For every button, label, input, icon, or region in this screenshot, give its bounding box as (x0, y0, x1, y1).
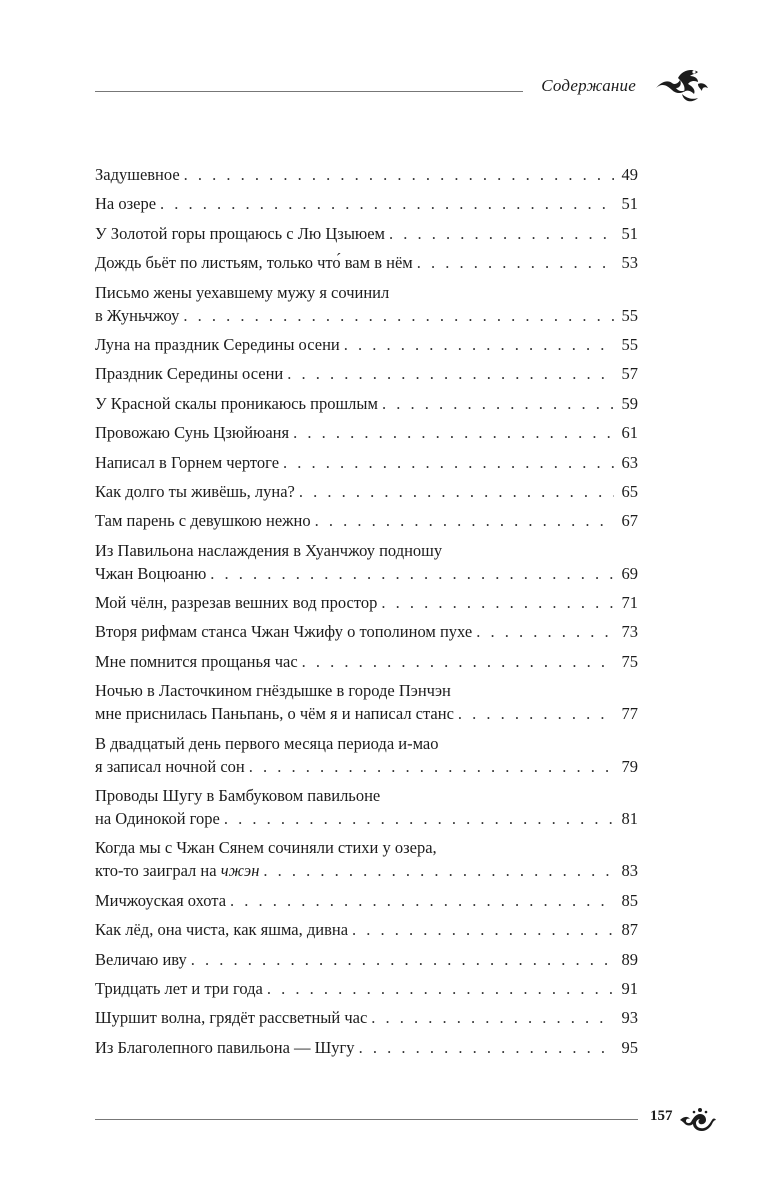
toc-page-number: 87 (621, 920, 638, 940)
toc-entry[interactable] (95, 1036, 638, 1059)
toc-entry-row (95, 859, 638, 882)
toc-dot-leader (299, 480, 614, 503)
toc-page-number: 59 (621, 393, 638, 413)
toc-dot-leader (249, 755, 614, 778)
toc-entry-row (95, 421, 638, 444)
toc-dot-leader (315, 509, 614, 532)
header-rule (95, 91, 523, 92)
toc-entry-title-text: Праздник Середины осени (95, 364, 284, 384)
toc-entry-row (95, 304, 638, 327)
toc-page-number: 53 (621, 253, 638, 273)
toc-entry-title-text: Чжан Воцюаню (95, 563, 207, 583)
toc-entry-title-text: Как лёд, она чиста, как яшма, дивна (95, 920, 349, 940)
toc-entry-title-line: Из Павильона наслаждения в Хуанчжоу подношу (95, 540, 443, 560)
toc-entry-title-text: У Золотой горы прощаюсь с Лю Цзыюем (95, 223, 385, 243)
toc-entry-row (95, 509, 638, 532)
toc-page-number: 69 (621, 563, 638, 583)
toc-entry-row (95, 333, 638, 356)
running-header (0, 60, 768, 120)
toc-entry-title (95, 562, 206, 585)
toc-page-number: 57 (621, 364, 638, 384)
toc-entry-row (95, 620, 638, 643)
toc-entry-title-text: Мне помнится прощанья час (95, 651, 298, 671)
toc-entry-title (95, 509, 311, 532)
toc-entry-title (95, 650, 298, 673)
toc-dot-leader (302, 650, 614, 673)
toc-entry-row (95, 889, 638, 912)
toc-entry-title-text: Мой чёлн, разрезав вешних вод простор (95, 593, 378, 613)
toc-entry-title (95, 755, 245, 778)
toc-entry-row (95, 163, 638, 186)
toc-dot-leader (283, 451, 614, 474)
toc-entry[interactable] (95, 392, 638, 415)
toc-entry-title-text: Провожаю Сунь Цзюйюаня (95, 423, 290, 443)
toc-entry-title-line: Ночью в Ласточкином гнёздышке в городе Пэнчэн (95, 681, 451, 701)
toc-entry-row (95, 1006, 638, 1029)
toc-entry-title (95, 222, 385, 245)
toc-entry-title-text: Как долго ты живёшь, луна? (95, 481, 295, 501)
toc-entry-row (95, 251, 638, 274)
toc-dot-leader (263, 859, 614, 882)
toc-page-number: 77 (621, 704, 638, 724)
toc-entry-title (95, 807, 220, 830)
toc-entry[interactable] (95, 732, 638, 778)
toc-dot-leader (287, 362, 614, 385)
toc-entry[interactable] (95, 192, 638, 215)
toc-entry-title (95, 1036, 355, 1059)
toc-dot-leader (371, 1006, 614, 1029)
toc-entry[interactable] (95, 977, 638, 1000)
toc-entry[interactable] (95, 1006, 638, 1029)
toc-entry[interactable] (95, 421, 638, 444)
toc-page-number: 55 (621, 334, 638, 354)
toc-entry-title (95, 977, 263, 1000)
toc-entry-title (95, 918, 348, 941)
toc-entry[interactable] (95, 948, 638, 971)
toc-entry[interactable] (95, 836, 638, 882)
toc-entry-title-text: Луна на праздник Середины осени (95, 334, 340, 354)
toc-entry-title (95, 251, 413, 274)
toc-entry-row (95, 650, 638, 673)
toc-entry-row (95, 1036, 638, 1059)
toc-entry-row (95, 562, 638, 585)
toc-entry[interactable] (95, 163, 638, 186)
toc-dot-leader (352, 918, 614, 941)
toc-entry-title-text: в Жуньчжоу (95, 305, 180, 325)
toc-dot-leader (344, 333, 614, 356)
toc-entry-row (95, 222, 638, 245)
toc-entry-title-text: Дождь бьёт по листьям, только что́ вам в нём (95, 253, 413, 273)
toc-page-number: 75 (621, 651, 638, 671)
toc-entry-title-italic: чжэн (220, 861, 260, 881)
toc-entry-title (95, 421, 289, 444)
toc-page-number: 91 (621, 978, 638, 998)
toc-entry-title (95, 620, 472, 643)
toc-entry-title-text: Вторя рифмам станса Чжан Чжифу о тополином пухе (95, 622, 473, 642)
toc-entry-row (95, 807, 638, 830)
toc-entry[interactable] (95, 509, 638, 532)
running-footer (0, 1098, 768, 1138)
toc-entry-title-line: Письмо жены уехавшему мужу я сочинил (95, 282, 390, 302)
toc-dot-leader (183, 304, 614, 327)
toc-entry-row (95, 451, 638, 474)
toc-entry-title (95, 480, 295, 503)
toc-page-number: 49 (621, 165, 638, 184)
dragon-ornament-icon (652, 64, 712, 104)
toc-page-number: 89 (621, 949, 638, 969)
toc-dot-leader (184, 163, 614, 186)
toc-entry-row (95, 192, 638, 215)
toc-entry[interactable] (95, 362, 638, 385)
toc-entry-title (95, 948, 187, 971)
toc-page-number: 63 (621, 452, 638, 472)
toc-entry[interactable] (95, 889, 638, 912)
toc-dot-leader (160, 192, 614, 215)
toc-entry[interactable] (95, 451, 638, 474)
toc-entry[interactable] (95, 679, 638, 725)
toc-entry-row (95, 362, 638, 385)
toc-entry-title-line: Когда мы с Чжан Сянем сочиняли стихи у озера, (95, 838, 437, 858)
toc-entry-row (95, 702, 638, 725)
toc-entry-title-text: На озере (95, 194, 157, 214)
toc-dot-leader (267, 977, 614, 1000)
toc-entry-title-line: Проводы Шугу в Бамбуковом павильоне (95, 786, 381, 806)
footer-rule (95, 1119, 638, 1120)
toc-page-number: 93 (621, 1008, 638, 1028)
toc-entry-title-text: на Одинокой горе (95, 809, 220, 829)
toc-entry-title (95, 333, 340, 356)
toc-entry[interactable] (95, 251, 638, 274)
toc-page-number: 67 (621, 511, 638, 531)
toc-dot-leader (293, 421, 614, 444)
toc-entry-row (95, 918, 638, 941)
toc-page-number: 79 (621, 756, 638, 776)
toc-entry[interactable] (95, 333, 638, 356)
toc-entry[interactable] (95, 591, 638, 614)
toc-entry-title (95, 591, 377, 614)
toc-dot-leader (458, 702, 614, 725)
toc-entry[interactable] (95, 918, 638, 941)
toc-page-number: 95 (621, 1037, 638, 1057)
toc-entry-title-text: я записал ночной сон (95, 756, 245, 776)
toc-entry-row (95, 977, 638, 1000)
toc-dot-leader (210, 562, 614, 585)
toc-dot-leader (230, 889, 614, 912)
toc-entry[interactable] (95, 620, 638, 643)
toc-page-number: 83 (621, 861, 638, 881)
page-number: 157 (650, 1108, 673, 1124)
toc-entry-title (95, 702, 454, 725)
toc-dot-leader (359, 1036, 614, 1059)
toc-dot-leader (389, 222, 614, 245)
toc-entry-title-text: Там парень с девушкою нежно (95, 511, 311, 531)
toc-entry[interactable] (95, 784, 638, 830)
toc-entry-row (95, 948, 638, 971)
scroll-ornament-icon (678, 1104, 718, 1134)
toc-entry[interactable] (95, 650, 638, 673)
toc-entry-row (95, 392, 638, 415)
toc-entry-row (95, 755, 638, 778)
toc-entry-title (95, 392, 378, 415)
toc-page-number: 55 (621, 305, 638, 325)
toc-page-number: 51 (621, 194, 638, 214)
toc-entry-title (95, 451, 279, 474)
toc-entry-title (95, 859, 259, 882)
toc-entry-title-text: Задушевное (95, 165, 180, 184)
toc-page-number: 61 (621, 423, 638, 443)
toc-dot-leader (191, 948, 614, 971)
toc-dot-leader (417, 251, 614, 274)
toc-entry-title (95, 192, 156, 215)
toc-entry[interactable] (95, 539, 638, 585)
toc-entry-title-line: В двадцатый день первого месяца периода и-мао (95, 733, 439, 753)
toc-entry-row (95, 591, 638, 614)
toc-page-number: 73 (621, 622, 638, 642)
toc-entry[interactable] (95, 222, 638, 245)
toc-entry-title (95, 163, 180, 186)
toc-entry-title (95, 362, 283, 385)
toc-entry-title-text: У Красной скалы проникаюсь прошлым (95, 393, 378, 413)
toc-entry-title-text: Шуршит волна, грядёт рассветный час (95, 1008, 368, 1028)
toc-page-number: 51 (621, 223, 638, 243)
toc-dot-leader (224, 807, 614, 830)
header-title: Содержание (541, 76, 636, 95)
toc-entry-title-text: Тридцать лет и три года (95, 978, 263, 998)
toc-entry[interactable] (95, 480, 638, 503)
toc-entry-title-text: кто-то заиграл на (95, 861, 217, 881)
toc-entry-title-text: Мичжоуская охота (95, 890, 227, 910)
toc-dot-leader (476, 620, 614, 643)
toc-page-number: 71 (621, 593, 638, 613)
toc-entry-title (95, 889, 226, 912)
toc-entry-title-text: Из Благолепного павильона — Шугу (95, 1037, 355, 1057)
toc-entry-title-text: Написал в Горнем чертоге (95, 452, 280, 472)
toc-dot-leader (381, 591, 614, 614)
toc-entry-title-text: Величаю иву (95, 949, 187, 969)
toc-dot-leader (382, 392, 614, 415)
table-of-contents (95, 163, 638, 1065)
toc-entry-title-text: мне приснилась Паньпань, о чём я и написал станс (95, 704, 454, 724)
toc-entry-title (95, 304, 179, 327)
toc-entry[interactable] (95, 281, 638, 327)
toc-page-number: 65 (621, 481, 638, 501)
toc-page-number: 81 (621, 809, 638, 829)
toc-page-number: 85 (621, 890, 638, 910)
toc-entry-title (95, 1006, 367, 1029)
toc-entry-row (95, 480, 638, 503)
